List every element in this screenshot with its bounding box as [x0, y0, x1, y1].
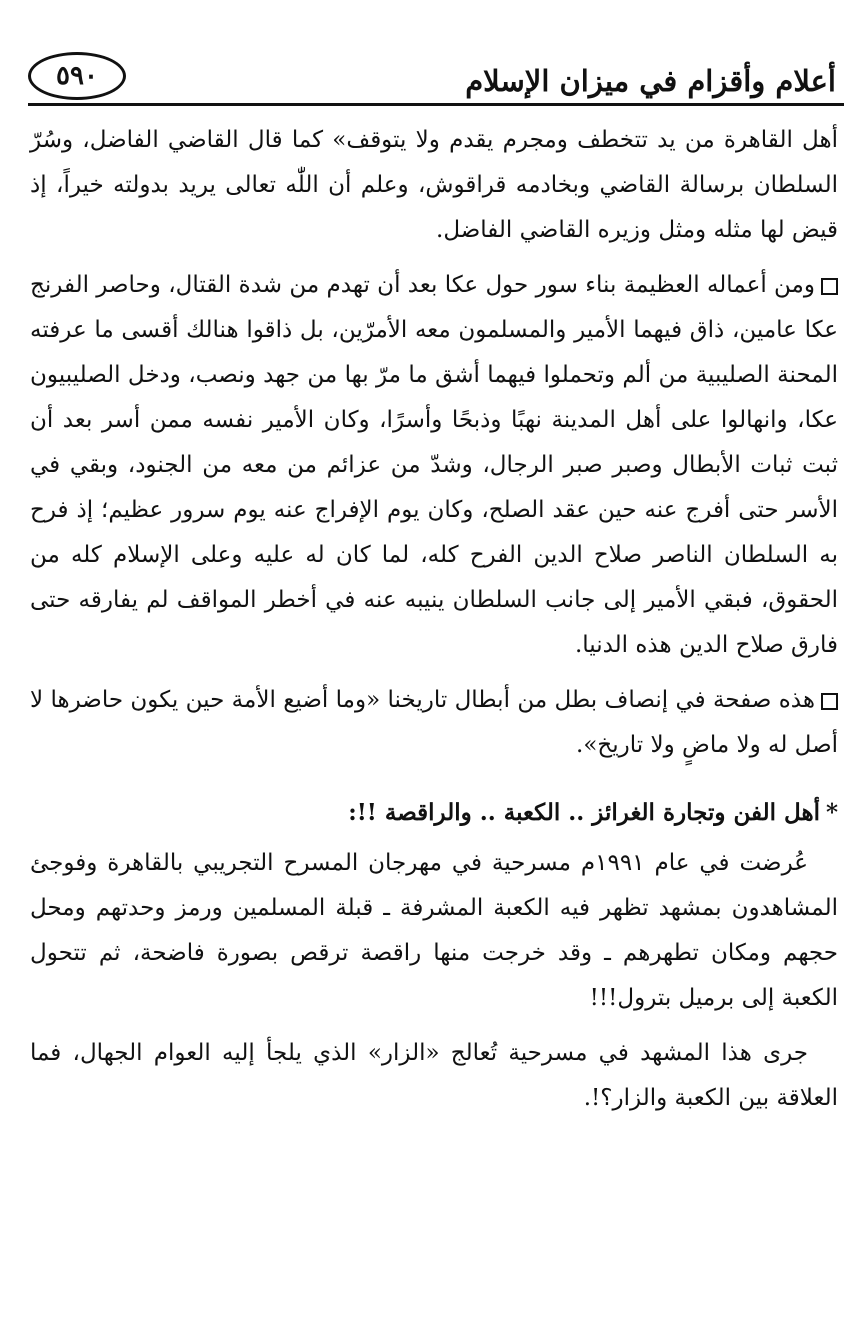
- running-title: أعلام وأقزام في ميزان الإسلام: [465, 64, 836, 98]
- paragraph-text: جرى هذا المشهد في مسرحية تُعالج «الزار» الذي يلجأ إليه العوام الجهال، فما العلاقة بين الكعبة والزار؟!.: [30, 1040, 838, 1111]
- page-number: ٥٩٠: [28, 52, 126, 100]
- paragraph-text: ومن أعماله العظيمة بناء سور حول عكا بعد أن تهدم من شدة القتال، وحاصر الفرنج عكا عامين، ذاق فيهما الأمير والمسلمون معه الأمرّين، بل ذاقوا هنالك أقسى ما عرفته المحنة الصليبية من ألم وتحملوا فيهما أشق ما مرّ بها من جهد ونصب، ودخل الصليبيون عكا، وانهالوا على أهل المدينة نهبًا وذبحًا وأسرًا، وكان الأمير نفسه ممن أسر بعد أن ثبت ثبات الأبطال وصبر صبر الرجال، وشدّ من عزائم من معه من الجنود، وبقي في الأسر حتى أفرج عنه حين عقد الصلح، وكان يوم الإفراج عنه يوم سرور عظيم؛ إذ فرح به السلطان الناصر صلاح الدين الفرح كله، لما كان له عليه وعلى الإسلام كله من الحقوق، فبقي الأمير إلى جانب السلطان ينيبه عنه في أخطر المواقف لم يفارقه حتى فارق صلاح الدين هذه الدنيا.: [30, 272, 838, 658]
- section-heading: [30, 790, 838, 835]
- page-header: [28, 50, 844, 106]
- header-divider: [28, 103, 844, 106]
- paragraph: [30, 678, 838, 768]
- square-bullet-icon: [821, 693, 838, 710]
- paragraph-text: أهل القاهرة من يد تتخطف ومجرم يقدم ولا يتوقف» كما قال القاضي الفاضل، وسُرّ السلطان برسالة القاضي وبخادمه قراقوش، وعلم أن اللّٰه تعالى يريد بدولته خيراً، إذ قيض لها مثله ومثل وزيره القاضي الفاضل.: [30, 127, 838, 243]
- paragraph-text: هذه صفحة في إنصاف بطل من أبطال تاريخنا «وما أضيع الأمة حين يكون حاضرها لا أصل له ولا ماضٍ ولا تاريخ».: [30, 687, 838, 758]
- asterisk-marker: *: [825, 799, 838, 826]
- square-bullet-icon: [821, 278, 838, 295]
- paragraph-text: عُرضت في عام ١٩٩١م مسرحية في مهرجان المسرح التجريبي بالقاهرة وفوجئ المشاهدون بمشهد تظهر فيه الكعبة المشرفة ـ قبلة المسلمين ورمز وحدتهم ومحل حجهم ومكان تطهرهم ـ وقد خرجت منها راقصة ترقص بصورة فاضحة، ثم تتحول الكعبة إلى برميل بترول!!!: [30, 850, 838, 1011]
- paragraph: [30, 1031, 838, 1121]
- section-heading-text: أهل الفن وتجارة الغرائز .. الكعبة .. والراقصة !!:: [348, 799, 820, 826]
- paragraph: [30, 841, 838, 1021]
- paragraph: [30, 118, 838, 253]
- paragraph: [30, 263, 838, 668]
- page-body: [30, 118, 838, 1130]
